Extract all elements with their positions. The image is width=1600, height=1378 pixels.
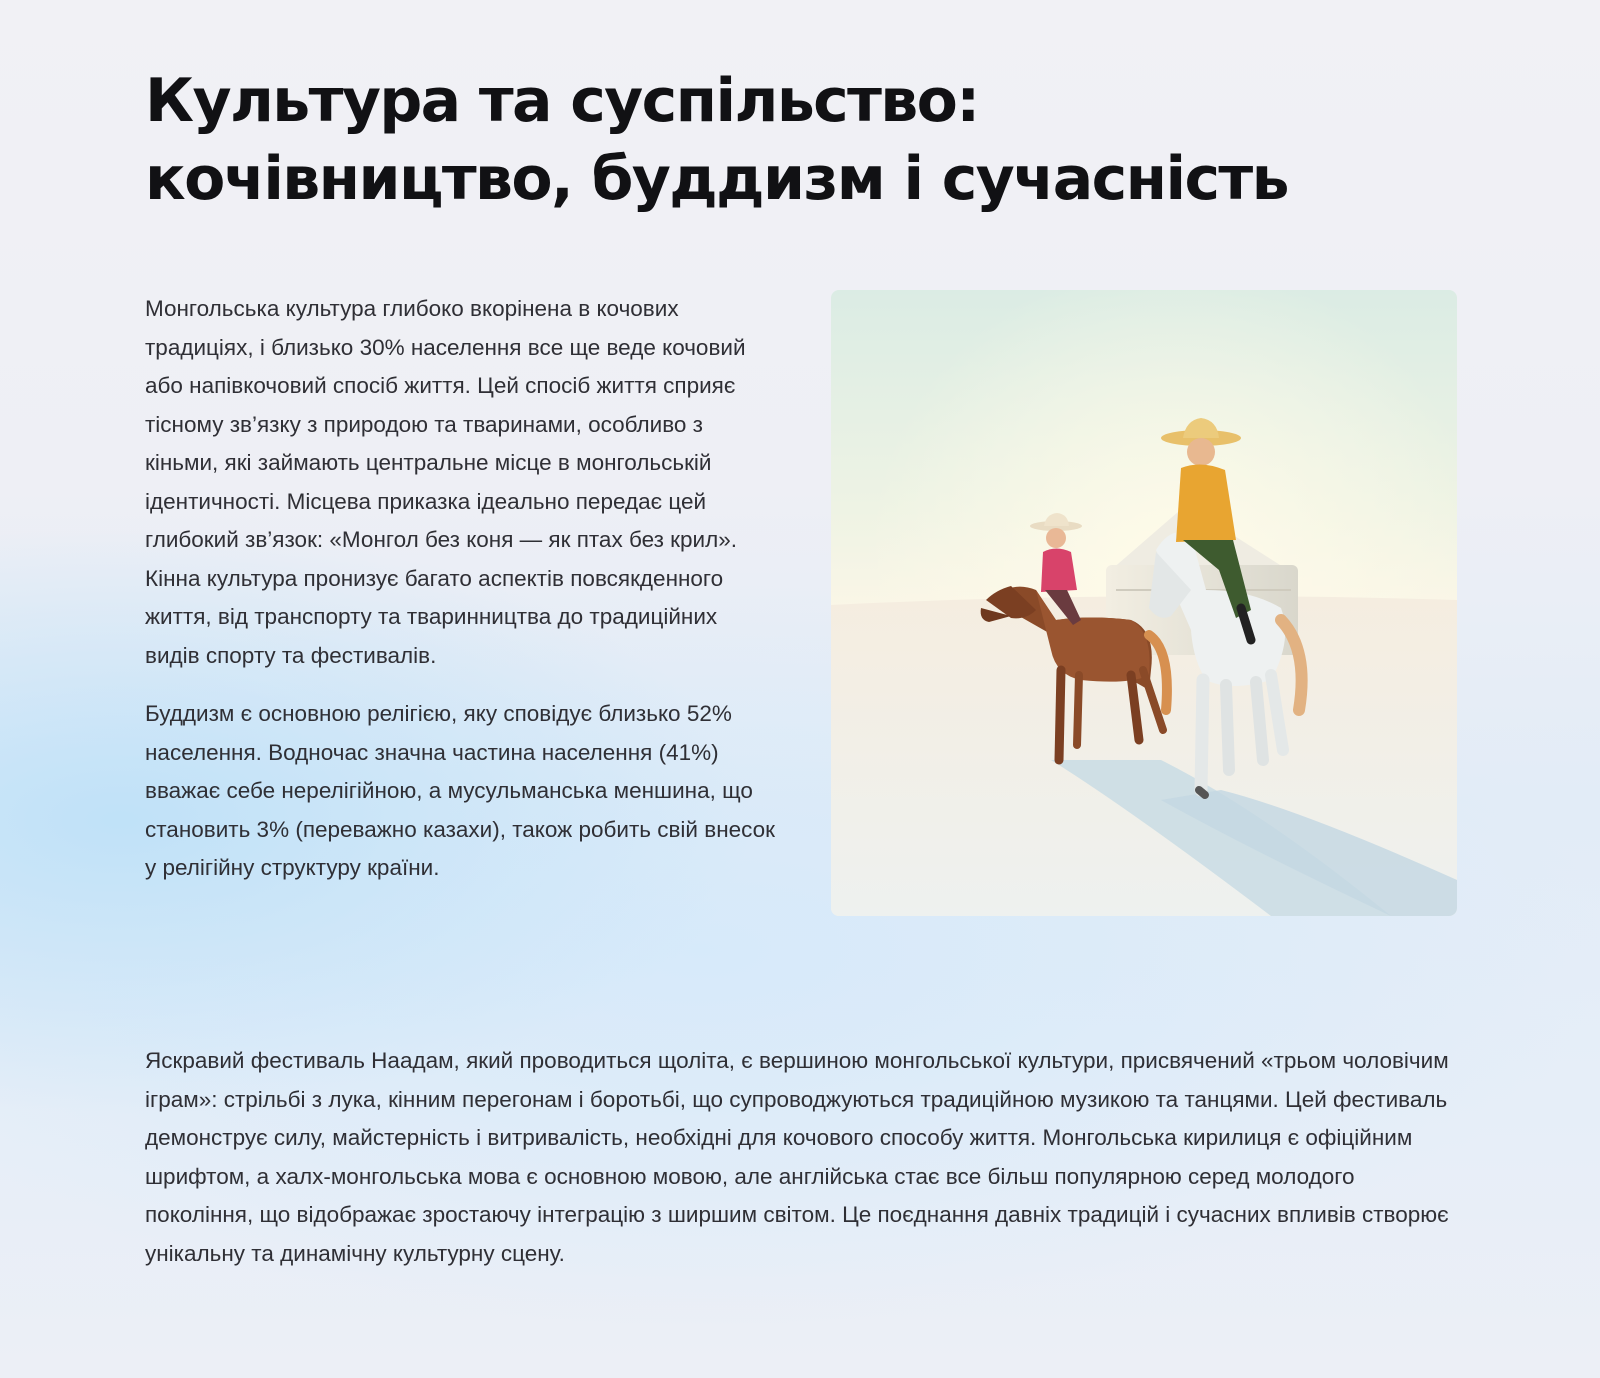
paragraph-nomadic-culture: Монгольська культура глибоко вкорінена в кочових традиціях, і близько 30% населення все ще веде кочовий або напівкочовий спосіб життя. Цей спосіб життя сприяє тісному зв’язку з природою та тваринами, особливо з кіньми, які займають центральне місце в монгольській ідентичності. Місцева приказка ідеально передає цей глибокий зв’язок: «Монгол без коня — як птах без крил». Кінна культура пронизує багато аспектів повсякденного життя, від транспорту та тваринництва до традиційних видів спорту та фестивалів.: [145, 296, 746, 668]
paragraph-naadam-language: Яскравий фестиваль Наадам, який проводиться щоліта, є вершиною монгольської культури, присвячений «трьом чоловічим іграм»: стрільбі з лука, кінним перегонам і боротьбі, що супроводжуються традиційною музикою та танцями. Цей фестиваль демонструє силу, майстерність і витривалість, необхідні для кочового способу життя. Монгольська кирилиця є офіційним шрифтом, а халх-монгольська мова є основною мовою, але англійська стає все більш популярною серед молодого покоління, що відображає зростаючу інтеграцію з ширшим світом. Це поєднання давніх традицій і сучасних впливів створює унікальну та динамічну культурну сцену.: [145, 1048, 1449, 1266]
page-title: Культура та суспільство: кочівництво, буддизм і сучасність: [145, 66, 1288, 214]
article: [145, 62, 1457, 1010]
illustration-riders-image: [831, 290, 1457, 916]
paragraph-religion: Буддизм є основною релігією, яку сповідує близько 52% населення. Водночас значна частина населення (41%) вважає себе нерелігійною, а мусульманська меншина, що становить 3% (переважно казахи), також робить свій внесок у релігійну структуру країни.: [145, 701, 775, 880]
content-row: [145, 290, 1457, 1010]
text-column: [145, 290, 775, 888]
